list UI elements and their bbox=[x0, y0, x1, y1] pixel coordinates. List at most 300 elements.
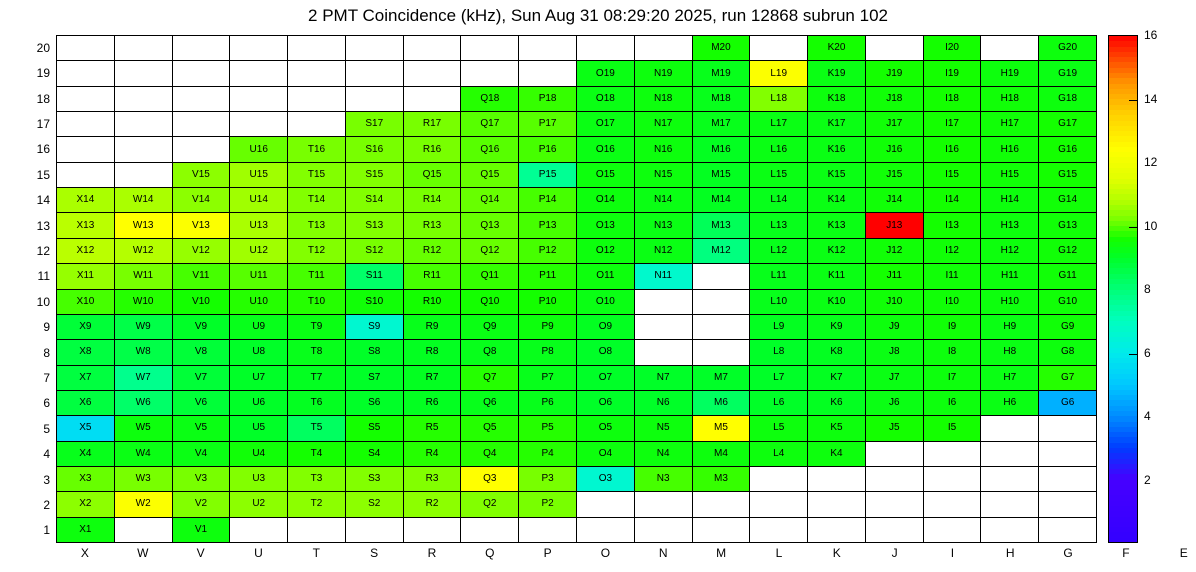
heatmap-cell: Q16 bbox=[461, 137, 519, 162]
heatmap-cell: M15 bbox=[693, 163, 751, 188]
heatmap-cell: K5 bbox=[808, 416, 866, 441]
heatmap-cell: J14 bbox=[866, 188, 924, 213]
heatmap-cell: I19 bbox=[924, 61, 982, 86]
heatmap-cell-empty bbox=[115, 163, 173, 188]
heatmap-cell: J13 bbox=[866, 213, 924, 238]
heatmap-cell: X12 bbox=[57, 239, 115, 264]
heatmap-cell-empty bbox=[230, 87, 288, 112]
heatmap-cell: P8 bbox=[519, 340, 577, 365]
x-axis-tick-label: X bbox=[80, 546, 89, 560]
heatmap-cell: T3 bbox=[288, 467, 346, 492]
heatmap-cell: W8 bbox=[115, 340, 173, 365]
heatmap-cell: M12 bbox=[693, 239, 751, 264]
heatmap-cell-empty bbox=[750, 518, 808, 543]
heatmap-cell: J9 bbox=[866, 315, 924, 340]
heatmap-cell: X4 bbox=[57, 442, 115, 467]
heatmap-cell: Q6 bbox=[461, 391, 519, 416]
heatmap-cell-empty bbox=[115, 61, 173, 86]
heatmap-cell-empty bbox=[693, 264, 751, 289]
heatmap-cell: V1 bbox=[173, 518, 231, 543]
heatmap-cell: S6 bbox=[346, 391, 404, 416]
y-axis-tick-label: 14 bbox=[36, 193, 50, 208]
heatmap-cell: G13 bbox=[1039, 213, 1097, 238]
x-axis-tick-label: U bbox=[254, 546, 263, 560]
heatmap-cell: U2 bbox=[230, 492, 288, 517]
heatmap-cell: V7 bbox=[173, 366, 231, 391]
heatmap-cell: Q14 bbox=[461, 188, 519, 213]
colorbar-tick-label: 8 bbox=[1144, 282, 1151, 296]
heatmap-cell-empty bbox=[866, 492, 924, 517]
heatmap-cell-empty bbox=[808, 518, 866, 543]
heatmap-cell-empty bbox=[981, 416, 1039, 441]
heatmap-cell: W10 bbox=[115, 290, 173, 315]
y-axis-tick-label: 3 bbox=[43, 472, 50, 487]
heatmap-cell: X11 bbox=[57, 264, 115, 289]
heatmap-cell-empty bbox=[57, 137, 115, 162]
heatmap-cell: R11 bbox=[404, 264, 462, 289]
heatmap-cell: I15 bbox=[924, 163, 982, 188]
heatmap-cell: K16 bbox=[808, 137, 866, 162]
heatmap-cell-empty bbox=[693, 340, 751, 365]
y-axis-labels bbox=[8, 35, 50, 543]
heatmap-cell-empty bbox=[346, 36, 404, 61]
heatmap-cell-empty bbox=[115, 36, 173, 61]
y-axis-tick-label: 7 bbox=[43, 370, 50, 385]
heatmap-cell: H14 bbox=[981, 188, 1039, 213]
heatmap-cell: O8 bbox=[577, 340, 635, 365]
heatmap-cell: H16 bbox=[981, 137, 1039, 162]
heatmap-cell-empty bbox=[404, 36, 462, 61]
heatmap-cell-empty bbox=[693, 290, 751, 315]
heatmap-cell: P17 bbox=[519, 112, 577, 137]
heatmap-cell: Q18 bbox=[461, 87, 519, 112]
heatmap-cell: P18 bbox=[519, 87, 577, 112]
heatmap-cell: V2 bbox=[173, 492, 231, 517]
heatmap-cell: V3 bbox=[173, 467, 231, 492]
heatmap-cell: G9 bbox=[1039, 315, 1097, 340]
heatmap-cell: T16 bbox=[288, 137, 346, 162]
y-axis-tick-label: 13 bbox=[36, 218, 50, 233]
heatmap-cell: Q5 bbox=[461, 416, 519, 441]
heatmap-cell: L6 bbox=[750, 391, 808, 416]
heatmap-cell: R9 bbox=[404, 315, 462, 340]
heatmap-cell: J11 bbox=[866, 264, 924, 289]
heatmap-cell: W9 bbox=[115, 315, 173, 340]
heatmap-cell: K4 bbox=[808, 442, 866, 467]
heatmap-cell: N17 bbox=[635, 112, 693, 137]
heatmap-cell: O6 bbox=[577, 391, 635, 416]
heatmap-cell-empty bbox=[577, 492, 635, 517]
y-axis-tick-label: 15 bbox=[36, 167, 50, 182]
heatmap-cell: K14 bbox=[808, 188, 866, 213]
heatmap-cell: I6 bbox=[924, 391, 982, 416]
x-axis-tick-label: T bbox=[312, 546, 320, 560]
heatmap-cell: H10 bbox=[981, 290, 1039, 315]
heatmap-cell: U7 bbox=[230, 366, 288, 391]
heatmap-cell-empty bbox=[635, 36, 693, 61]
heatmap-cell: N16 bbox=[635, 137, 693, 162]
heatmap-cell: P7 bbox=[519, 366, 577, 391]
y-axis-tick-label: 1 bbox=[43, 523, 50, 538]
heatmap-cell-empty bbox=[404, 518, 462, 543]
heatmap-plot-area bbox=[56, 35, 1097, 543]
heatmap-cell: S11 bbox=[346, 264, 404, 289]
heatmap-cell: I20 bbox=[924, 36, 982, 61]
heatmap-cell: N15 bbox=[635, 163, 693, 188]
heatmap-cell-empty bbox=[461, 518, 519, 543]
heatmap-cell: T8 bbox=[288, 340, 346, 365]
heatmap-cell-empty bbox=[57, 112, 115, 137]
heatmap-grid bbox=[56, 35, 1097, 543]
heatmap-cell-empty bbox=[57, 87, 115, 112]
heatmap-cell: N7 bbox=[635, 366, 693, 391]
x-axis-tick-label: O bbox=[600, 546, 611, 560]
heatmap-cell: U15 bbox=[230, 163, 288, 188]
heatmap-cell-empty bbox=[1039, 442, 1097, 467]
heatmap-cell: R12 bbox=[404, 239, 462, 264]
heatmap-cell: L16 bbox=[750, 137, 808, 162]
heatmap-cell: H11 bbox=[981, 264, 1039, 289]
heatmap-cell: L17 bbox=[750, 112, 808, 137]
heatmap-cell-empty bbox=[346, 518, 404, 543]
heatmap-cell: S17 bbox=[346, 112, 404, 137]
heatmap-cell: M6 bbox=[693, 391, 751, 416]
x-axis-tick-label: Q bbox=[485, 546, 495, 560]
x-axis-tick-label: P bbox=[543, 546, 552, 560]
heatmap-cell: H7 bbox=[981, 366, 1039, 391]
heatmap-cell: I7 bbox=[924, 366, 982, 391]
heatmap-cell-empty bbox=[230, 36, 288, 61]
heatmap-cell: T2 bbox=[288, 492, 346, 517]
heatmap-cell: R3 bbox=[404, 467, 462, 492]
heatmap-cell: O9 bbox=[577, 315, 635, 340]
heatmap-cell: P3 bbox=[519, 467, 577, 492]
heatmap-cell: U3 bbox=[230, 467, 288, 492]
heatmap-cell: Q12 bbox=[461, 239, 519, 264]
heatmap-cell: I10 bbox=[924, 290, 982, 315]
heatmap-cell: L7 bbox=[750, 366, 808, 391]
heatmap-cell: I13 bbox=[924, 213, 982, 238]
heatmap-cell: G14 bbox=[1039, 188, 1097, 213]
heatmap-cell: I14 bbox=[924, 188, 982, 213]
heatmap-cell-empty bbox=[519, 518, 577, 543]
heatmap-cell: I16 bbox=[924, 137, 982, 162]
heatmap-cell-empty bbox=[519, 36, 577, 61]
y-axis-tick-label: 12 bbox=[36, 243, 50, 258]
x-axis-tick-label: W bbox=[137, 546, 149, 560]
heatmap-cell: K8 bbox=[808, 340, 866, 365]
heatmap-cell-empty bbox=[404, 87, 462, 112]
heatmap-cell: K7 bbox=[808, 366, 866, 391]
heatmap-cell: K17 bbox=[808, 112, 866, 137]
heatmap-cell: M16 bbox=[693, 137, 751, 162]
heatmap-cell: U8 bbox=[230, 340, 288, 365]
heatmap-cell: W12 bbox=[115, 239, 173, 264]
heatmap-cell: I17 bbox=[924, 112, 982, 137]
heatmap-cell: W5 bbox=[115, 416, 173, 441]
heatmap-cell: N13 bbox=[635, 213, 693, 238]
heatmap-cell: V8 bbox=[173, 340, 231, 365]
x-axis-tick-label: H bbox=[1005, 546, 1015, 560]
heatmap-cell: G16 bbox=[1039, 137, 1097, 162]
heatmap-cell: Q3 bbox=[461, 467, 519, 492]
heatmap-cell: P4 bbox=[519, 442, 577, 467]
heatmap-cell-empty bbox=[577, 36, 635, 61]
heatmap-cell-empty bbox=[57, 163, 115, 188]
heatmap-cell-empty bbox=[1039, 467, 1097, 492]
heatmap-cell: T15 bbox=[288, 163, 346, 188]
heatmap-cell: X14 bbox=[57, 188, 115, 213]
heatmap-cell: J15 bbox=[866, 163, 924, 188]
heatmap-cell: K9 bbox=[808, 315, 866, 340]
heatmap-cell: Q17 bbox=[461, 112, 519, 137]
heatmap-cell: L11 bbox=[750, 264, 808, 289]
heatmap-cell: N5 bbox=[635, 416, 693, 441]
colorbar-tick-label: 12 bbox=[1144, 155, 1158, 169]
colorbar-tick-label: 10 bbox=[1144, 218, 1158, 233]
heatmap-cell: S12 bbox=[346, 239, 404, 264]
heatmap-cell: Q10 bbox=[461, 290, 519, 315]
heatmap-cell: G11 bbox=[1039, 264, 1097, 289]
heatmap-cell: K12 bbox=[808, 239, 866, 264]
heatmap-cell: J5 bbox=[866, 416, 924, 441]
heatmap-cell: M4 bbox=[693, 442, 751, 467]
x-axis-tick-label: S bbox=[370, 546, 379, 560]
heatmap-cell: J17 bbox=[866, 112, 924, 137]
heatmap-cell: L9 bbox=[750, 315, 808, 340]
heatmap-cell: H18 bbox=[981, 87, 1039, 112]
y-axis-tick-label: 20 bbox=[36, 40, 50, 55]
heatmap-cell: S8 bbox=[346, 340, 404, 365]
heatmap-cell: O4 bbox=[577, 442, 635, 467]
heatmap-cell: N14 bbox=[635, 188, 693, 213]
heatmap-cell: N6 bbox=[635, 391, 693, 416]
heatmap-cell-empty bbox=[461, 61, 519, 86]
y-axis-tick-label: 10 bbox=[36, 294, 50, 309]
page-title: 2 PMT Coincidence (kHz), Sun Aug 31 08:29:20 2025, run 12868 subrun 102 bbox=[308, 6, 888, 25]
heatmap-cell-empty bbox=[693, 518, 751, 543]
heatmap-cell: M19 bbox=[693, 61, 751, 86]
heatmap-cell: S14 bbox=[346, 188, 404, 213]
heatmap-cell-empty bbox=[981, 518, 1039, 543]
heatmap-cell: K11 bbox=[808, 264, 866, 289]
heatmap-cell-empty bbox=[115, 87, 173, 112]
heatmap-cell: V12 bbox=[173, 239, 231, 264]
heatmap-cell: K10 bbox=[808, 290, 866, 315]
heatmap-cell-empty bbox=[866, 467, 924, 492]
heatmap-cell: U14 bbox=[230, 188, 288, 213]
colorbar-tick-label: 16 bbox=[1144, 28, 1158, 42]
heatmap-cell: P5 bbox=[519, 416, 577, 441]
heatmap-cell: P10 bbox=[519, 290, 577, 315]
heatmap-cell-empty bbox=[981, 36, 1039, 61]
heatmap-cell: M13 bbox=[693, 213, 751, 238]
heatmap-cell: N12 bbox=[635, 239, 693, 264]
heatmap-cell-empty bbox=[635, 518, 693, 543]
heatmap-cell: Q13 bbox=[461, 213, 519, 238]
heatmap-cell: V6 bbox=[173, 391, 231, 416]
heatmap-cell-empty bbox=[57, 61, 115, 86]
heatmap-cell: P2 bbox=[519, 492, 577, 517]
heatmap-cell: U12 bbox=[230, 239, 288, 264]
x-axis-tick-label: M bbox=[716, 546, 727, 560]
heatmap-cell: R7 bbox=[404, 366, 462, 391]
heatmap-cell: S13 bbox=[346, 213, 404, 238]
heatmap-cell: J19 bbox=[866, 61, 924, 86]
heatmap-cell: G12 bbox=[1039, 239, 1097, 264]
heatmap-cell: L5 bbox=[750, 416, 808, 441]
heatmap-cell-empty bbox=[750, 492, 808, 517]
heatmap-cell: G6 bbox=[1039, 391, 1097, 416]
heatmap-cell-empty bbox=[115, 518, 173, 543]
heatmap-cell: V5 bbox=[173, 416, 231, 441]
y-axis-tick-label: 11 bbox=[37, 269, 50, 284]
heatmap-cell: W7 bbox=[115, 366, 173, 391]
y-axis-tick-label: 8 bbox=[43, 345, 50, 360]
heatmap-cell: P9 bbox=[519, 315, 577, 340]
heatmap-cell-empty bbox=[57, 36, 115, 61]
heatmap-cell: U4 bbox=[230, 442, 288, 467]
heatmap-cell: Q15 bbox=[404, 163, 462, 188]
heatmap-cell: T7 bbox=[288, 366, 346, 391]
heatmap-cell: R10 bbox=[404, 290, 462, 315]
heatmap-cell: L15 bbox=[750, 163, 808, 188]
heatmap-cell: O14 bbox=[577, 188, 635, 213]
heatmap-cell-empty bbox=[981, 467, 1039, 492]
heatmap-cell: R2 bbox=[404, 492, 462, 517]
heatmap-cell: K6 bbox=[808, 391, 866, 416]
heatmap-cell: J12 bbox=[866, 239, 924, 264]
heatmap-cell: G15 bbox=[1039, 163, 1097, 188]
heatmap-cell: J16 bbox=[866, 137, 924, 162]
heatmap-cell: U5 bbox=[230, 416, 288, 441]
heatmap-cell: O12 bbox=[577, 239, 635, 264]
heatmap-cell-empty bbox=[404, 61, 462, 86]
heatmap-cell: O16 bbox=[577, 137, 635, 162]
heatmap-cell: N3 bbox=[635, 467, 693, 492]
heatmap-cell: G19 bbox=[1039, 61, 1097, 86]
heatmap-cell: N18 bbox=[635, 87, 693, 112]
x-axis-tick-label: K bbox=[832, 546, 841, 560]
heatmap-cell: W3 bbox=[115, 467, 173, 492]
heatmap-cell: S15 bbox=[346, 163, 404, 188]
heatmap-cell: V15 bbox=[173, 163, 231, 188]
heatmap-cell: J10 bbox=[866, 290, 924, 315]
heatmap-cell: K19 bbox=[808, 61, 866, 86]
heatmap-cell-empty bbox=[808, 492, 866, 517]
heatmap-cell: J6 bbox=[866, 391, 924, 416]
y-axis-tick-label: 6 bbox=[43, 396, 50, 411]
heatmap-cell: O7 bbox=[577, 366, 635, 391]
heatmap-cell: T10 bbox=[288, 290, 346, 315]
colorbar-tick-label: 6 bbox=[1144, 345, 1151, 360]
heatmap-cell: P13 bbox=[519, 213, 577, 238]
x-axis-tick-label: R bbox=[427, 546, 437, 560]
heatmap-cell: Q11 bbox=[461, 264, 519, 289]
heatmap-cell-empty bbox=[1039, 492, 1097, 517]
heatmap-cell: G7 bbox=[1039, 366, 1097, 391]
y-axis-tick-label: 5 bbox=[43, 421, 50, 436]
heatmap-cell-empty bbox=[577, 518, 635, 543]
heatmap-cell: J18 bbox=[866, 87, 924, 112]
heatmap-cell: R6 bbox=[404, 391, 462, 416]
heatmap-cell: H13 bbox=[981, 213, 1039, 238]
heatmap-cell: S5 bbox=[346, 416, 404, 441]
heatmap-cell-empty bbox=[750, 467, 808, 492]
heatmap-cell-empty bbox=[808, 467, 866, 492]
heatmap-cell: M5 bbox=[693, 416, 751, 441]
heatmap-cell: X8 bbox=[57, 340, 115, 365]
heatmap-cell-empty bbox=[230, 518, 288, 543]
heatmap-cell-empty bbox=[635, 290, 693, 315]
heatmap-cell: I5 bbox=[924, 416, 982, 441]
heatmap-cell: Q4 bbox=[461, 442, 519, 467]
heatmap-cell: M20 bbox=[693, 36, 751, 61]
heatmap-cell: R5 bbox=[404, 416, 462, 441]
heatmap-cell: J8 bbox=[866, 340, 924, 365]
heatmap-cell: G8 bbox=[1039, 340, 1097, 365]
heatmap-cell: N19 bbox=[635, 61, 693, 86]
heatmap-cell: M18 bbox=[693, 87, 751, 112]
heatmap-cell: M14 bbox=[693, 188, 751, 213]
heatmap-cell-empty bbox=[346, 61, 404, 86]
heatmap-cell: Q7 bbox=[461, 366, 519, 391]
heatmap-cell-empty bbox=[981, 492, 1039, 517]
heatmap-cell-empty bbox=[866, 442, 924, 467]
heatmap-cell-empty bbox=[1039, 416, 1097, 441]
heatmap-cell: R13 bbox=[404, 213, 462, 238]
heatmap-cell: S3 bbox=[346, 467, 404, 492]
heatmap-cell: X7 bbox=[57, 366, 115, 391]
heatmap-cell: T12 bbox=[288, 239, 346, 264]
heatmap-cell-empty bbox=[288, 87, 346, 112]
heatmap-cell-empty bbox=[635, 340, 693, 365]
x-axis-tick-label: L bbox=[775, 546, 783, 560]
heatmap-cell: I11 bbox=[924, 264, 982, 289]
heatmap-cell-empty bbox=[693, 492, 751, 517]
heatmap-cell: T14 bbox=[288, 188, 346, 213]
heatmap-cell-empty bbox=[461, 36, 519, 61]
heatmap-cell: R14 bbox=[404, 188, 462, 213]
heatmap-cell: P12 bbox=[519, 239, 577, 264]
heatmap-cell: T5 bbox=[288, 416, 346, 441]
heatmap-cell-empty bbox=[173, 112, 231, 137]
heatmap-cell: G20 bbox=[1039, 36, 1097, 61]
heatmap-cell: X6 bbox=[57, 391, 115, 416]
heatmap-cell-empty bbox=[346, 87, 404, 112]
heatmap-cell-empty bbox=[173, 87, 231, 112]
heatmap-cell: M17 bbox=[693, 112, 751, 137]
heatmap-cell: Q15 bbox=[461, 163, 519, 188]
colorbar-tick-mark bbox=[1129, 227, 1137, 228]
heatmap-cell: V13 bbox=[173, 213, 231, 238]
heatmap-cell: K18 bbox=[808, 87, 866, 112]
heatmap-cell: W4 bbox=[115, 442, 173, 467]
heatmap-cell: U16 bbox=[230, 137, 288, 162]
heatmap-cell: T4 bbox=[288, 442, 346, 467]
heatmap-cell: P14 bbox=[519, 188, 577, 213]
heatmap-cell: T9 bbox=[288, 315, 346, 340]
heatmap-cell: K15 bbox=[808, 163, 866, 188]
heatmap-cell: L8 bbox=[750, 340, 808, 365]
heatmap-cell-empty bbox=[1039, 518, 1097, 543]
heatmap-cell: W14 bbox=[115, 188, 173, 213]
heatmap-cell: S9 bbox=[346, 315, 404, 340]
heatmap-cell-empty bbox=[288, 518, 346, 543]
heatmap-cell: U10 bbox=[230, 290, 288, 315]
heatmap-cell-empty bbox=[288, 61, 346, 86]
heatmap-cell: S7 bbox=[346, 366, 404, 391]
